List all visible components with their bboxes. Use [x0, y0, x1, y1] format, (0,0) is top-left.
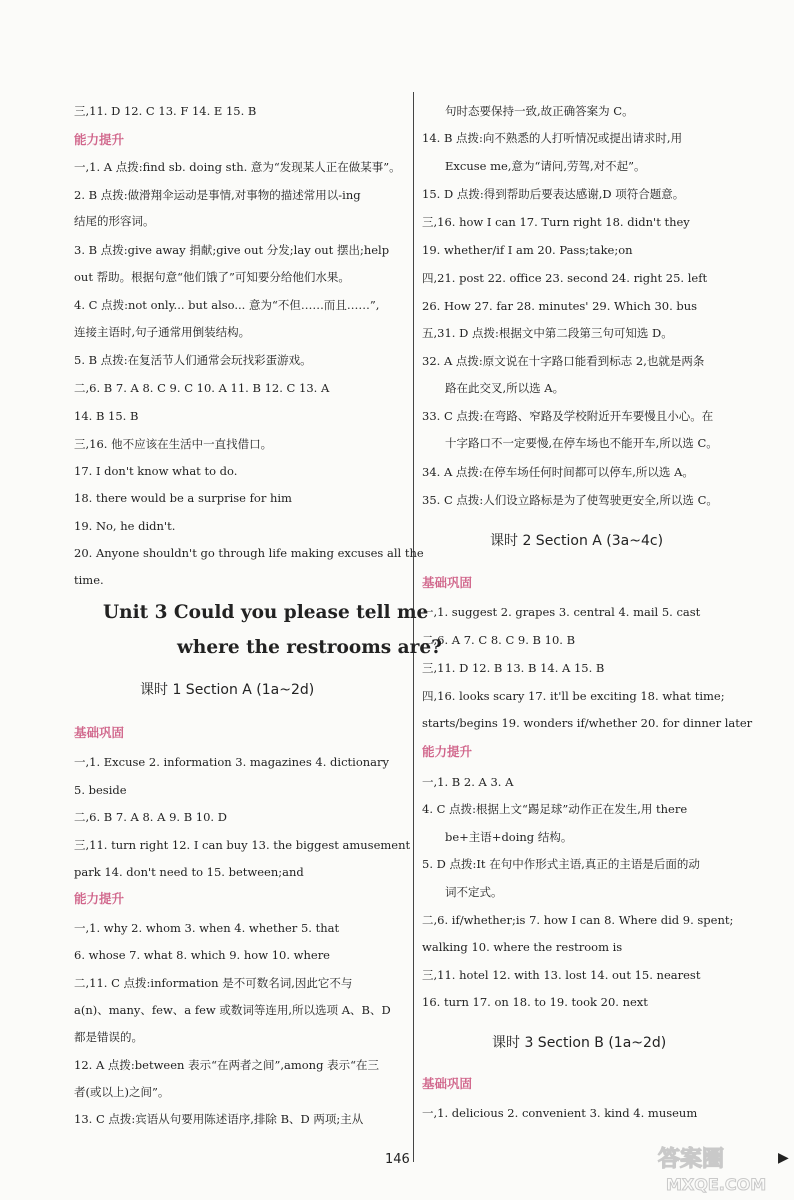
answer-line: 17. I don't know what to do. [74, 464, 238, 478]
column-divider [413, 92, 414, 1162]
unit-title: where the restrooms are? [177, 637, 442, 658]
answer-line: park 14. don't need to 15. between;and [74, 865, 304, 879]
answer-line: 三,11. D 12. C 13. F 14. E 15. B [74, 104, 257, 118]
answer-line: 16. turn 17. on 18. to 19. took 20. next [422, 995, 648, 1009]
answer-line: 一,1. suggest 2. grapes 3. central 4. mail 5. cast [422, 605, 701, 619]
answer-line: 一,1. Excuse 2. information 3. magazines 4. dictionary [74, 755, 390, 769]
lesson-heading: 课时 1 Section A (1a~2d) [140, 682, 315, 698]
section-heading: 能力提升 [422, 744, 473, 759]
svg-text:答案圈: 答案圈 [658, 1147, 725, 1172]
answer-line: 十字路口不一定要慢,在停车场也不能开车,所以选 C。 [445, 436, 718, 450]
answer-line: 都是错误的。 [74, 1030, 143, 1044]
answer-line: 三,16. how I can 17. Turn right 18. didn't they [422, 215, 690, 229]
lesson-heading: 课时 3 Section B (1a~2d) [492, 1035, 667, 1051]
section-heading: 基础巩固 [422, 1076, 473, 1091]
answer-line: 四,21. post 22. office 23. second 24. right 25. left [422, 271, 708, 285]
answer-line: 2. B 点拨:做滑翔伞运动是事情,对事物的描述常用以-ing [74, 188, 361, 202]
answer-line: 35. C 点拨:人们设立路标是为了使驾驶更安全,所以选 C。 [422, 493, 718, 507]
answer-line: out 帮助。根据句意“他们饿了”可知要分给他们水果。 [74, 270, 350, 284]
answer-line: 5. B 点拨:在复活节人们通常会玩找彩蛋游戏。 [74, 353, 312, 367]
watermark-logo [652, 1140, 776, 1195]
answer-line: 18. there would be a surprise for him [74, 491, 292, 505]
section-heading: 基础巩固 [422, 575, 473, 590]
answer-line: 路在此交叉,所以选 A。 [445, 381, 565, 395]
svg-text:MXQE.COM: MXQE.COM [666, 1175, 767, 1194]
answer-line: 14. B 15. B [74, 409, 139, 423]
answer-line: 19. whether/if I am 20. Pass;take;on [422, 243, 633, 257]
next-arrow-icon: ▶ [778, 1150, 789, 1166]
section-heading: 基础巩固 [74, 725, 125, 740]
answer-line: 19. No, he didn't. [74, 519, 176, 533]
answer-line: 连接主语时,句子通常用倒装结构。 [74, 325, 251, 339]
answer-line: 32. A 点拨:原文说在十字路口能看到标志 2,也就是两条 [422, 354, 705, 368]
answer-line: Excuse me,意为“请问,劳驾,对不起”。 [445, 159, 646, 173]
unit-title: Unit 3 Could you please tell me [103, 602, 429, 623]
answer-line: 13. C 点拨:宾语从句要用陈述语序,排除 B、D 两项;主从 [74, 1112, 364, 1126]
section-heading: 能力提升 [74, 132, 125, 147]
answer-line: 三,16. 他不应该在生活中一直找借口。 [74, 437, 273, 451]
answer-line: 6. whose 7. what 8. which 9. how 10. where [74, 948, 330, 962]
answer-line: 一,1. why 2. whom 3. when 4. whether 5. that [74, 921, 340, 935]
answer-line: time. [74, 573, 104, 587]
answer-line: 结尾的形容词。 [74, 214, 155, 228]
answer-line: 二,6. B 7. A 8. A 9. B 10. D [74, 810, 227, 824]
page-number: 146 [385, 1152, 410, 1167]
answer-line: 四,16. looks scary 17. it'll be exciting 18. what time; [422, 689, 725, 703]
answer-line: 4. C 点拨:根据上文“踢足球”动作正在发生,用 there [422, 802, 688, 816]
answer-line: walking 10. where the restroom is [422, 940, 623, 954]
answer-line: 三,11. turn right 12. I can buy 13. the biggest amusement [74, 838, 411, 852]
answer-line: 26. How 27. far 28. minutes' 29. Which 30. bus [422, 299, 698, 313]
answer-line: 一,1. A 点拨:find sb. doing sth. 意为“发现某人正在做某事”。 [74, 160, 401, 174]
answer-line: 二,6. if/whether;is 7. how I can 8. Where did 9. spent; [422, 913, 734, 927]
answer-line: 二,6. B 7. A 8. C 9. C 10. A 11. B 12. C 13. A [74, 381, 330, 395]
answer-line: 一,1. delicious 2. convenient 3. kind 4. museum [422, 1106, 698, 1120]
answer-line: 5. beside [74, 783, 127, 797]
answer-line: 三,11. D 12. B 13. B 14. A 15. B [422, 661, 605, 675]
answer-line: 者(或以上)之间”。 [74, 1085, 170, 1099]
answer-line: 二,6. A 7. C 8. C 9. B 10. B [422, 633, 576, 647]
answer-line: 12. A 点拨:between 表示“在两者之间”,among 表示“在三 [74, 1058, 379, 1072]
answer-line: 20. Anyone shouldn't go through life making excuses all the [74, 546, 424, 560]
answer-line: be+主语+doing 结构。 [445, 830, 573, 844]
answer-line: 一,1. B 2. A 3. A [422, 775, 514, 789]
section-heading: 能力提升 [74, 891, 125, 906]
answer-line: 五,31. D 点拨:根据文中第二段第三句可知选 D。 [422, 326, 673, 340]
answer-line: 34. A 点拨:在停车场任何时间都可以停车,所以选 A。 [422, 465, 694, 479]
answer-line: 14. B 点拨:向不熟悉的人打听情况或提出请求时,用 [422, 131, 683, 145]
answer-line: 词不定式。 [445, 885, 503, 899]
answer-line: 15. D 点拨:得到帮助后要表达感谢,D 项符合题意。 [422, 187, 685, 201]
answer-line: 二,11. C 点拨:information 是不可数名词,因此它不与 [74, 976, 353, 990]
answer-line: 5. D 点拨:It 在句中作形式主语,真正的主语是后面的动 [422, 857, 700, 871]
answer-line: 4. C 点拨:not only... but also... 意为“不但……而且……”, [74, 298, 380, 312]
lesson-heading: 课时 2 Section A (3a~4c) [490, 533, 664, 549]
answer-line: 33. C 点拨:在弯路、窄路及学校附近开车要慢且小心。在 [422, 409, 714, 423]
answer-line: starts/begins 19. wonders if/whether 20. for dinner later [422, 716, 753, 730]
answer-line: 3. B 点拨:give away 捐献;give out 分发;lay out 摆出;help [74, 243, 390, 257]
answer-line: a(n)、many、few、a few 或数词等连用,所以选项 A、B、D [74, 1003, 391, 1017]
answer-line: 三,11. hotel 12. with 13. lost 14. out 15. nearest [422, 968, 701, 982]
answer-line: 句时态要保持一致,故正确答案为 C。 [445, 104, 634, 118]
